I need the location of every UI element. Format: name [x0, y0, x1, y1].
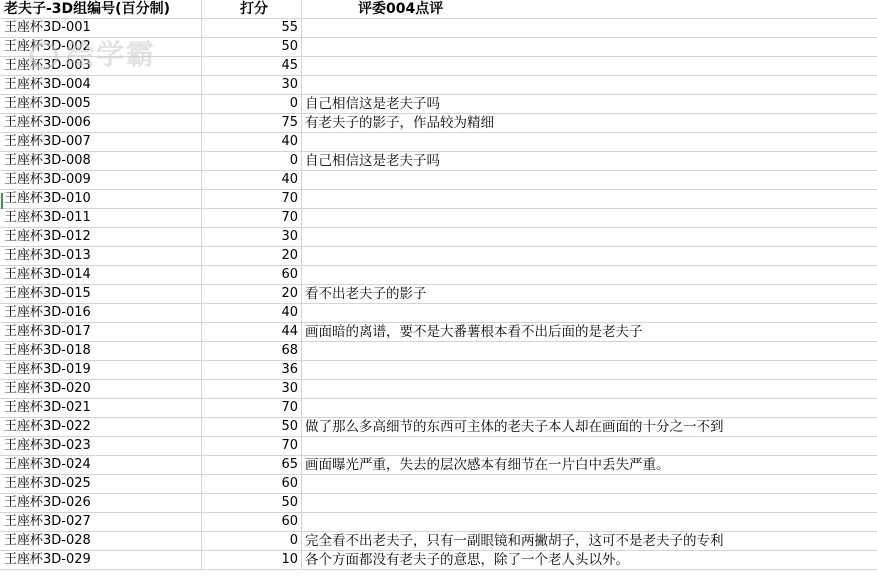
cell-comment[interactable]: 有老夫子的影子，作品较为精细 — [305, 115, 494, 131]
cell-comment[interactable] — [302, 475, 877, 493]
table-row — [0, 247, 877, 266]
cell-entry-id[interactable]: 王座杯3D-025 — [0, 475, 202, 493]
cell-entry-id[interactable]: 王座杯3D-009 — [0, 171, 202, 189]
table-row — [0, 133, 877, 152]
cell-score[interactable]: 55 — [202, 19, 302, 37]
cell-score[interactable]: 40 — [202, 133, 302, 151]
cell-score[interactable]: 60 — [202, 266, 302, 284]
cell-comment[interactable] — [302, 342, 877, 360]
table-row — [0, 418, 877, 437]
table-row — [0, 171, 877, 190]
cell-comment[interactable]: 完全看不出老夫子，只有一副眼镜和两撇胡子，这可不是老夫子的专利 — [305, 533, 724, 549]
cell-entry-id[interactable]: 王座杯3D-014 — [0, 266, 202, 284]
cell-entry-id[interactable]: 王座杯3D-015 — [0, 285, 202, 303]
cell-comment[interactable] — [302, 513, 877, 531]
table-row — [0, 285, 877, 304]
cell-comment[interactable] — [302, 399, 877, 417]
header-cell-score[interactable]: 打分 — [202, 0, 302, 18]
header-row — [0, 0, 877, 19]
table-row — [0, 399, 877, 418]
table-row — [0, 95, 877, 114]
table-row — [0, 152, 877, 171]
cell-score[interactable]: 40 — [202, 171, 302, 189]
cell-entry-id[interactable]: 王座杯3D-024 — [0, 456, 202, 474]
table-row — [0, 532, 877, 551]
cell-comment[interactable] — [302, 133, 877, 151]
cell-comment[interactable] — [302, 57, 877, 75]
cell-comment[interactable]: 自己相信这是老夫子吗 — [305, 153, 440, 169]
cell-comment[interactable] — [302, 247, 877, 265]
table-row — [0, 342, 877, 361]
cell-entry-id[interactable]: 王座杯3D-007 — [0, 133, 202, 151]
cell-score[interactable]: 30 — [202, 76, 302, 94]
table-row — [0, 19, 877, 38]
cell-score[interactable]: 30 — [202, 380, 302, 398]
cell-score[interactable]: 0 — [202, 95, 302, 113]
cell-comment[interactable] — [302, 380, 877, 398]
cell-score[interactable]: 50 — [202, 494, 302, 512]
cell-score[interactable]: 60 — [202, 513, 302, 531]
table-row — [0, 437, 877, 456]
cell-entry-id[interactable]: 王座杯3D-012 — [0, 228, 202, 246]
cell-score[interactable]: 68 — [202, 342, 302, 360]
cell-entry-id[interactable]: 王座杯3D-004 — [0, 76, 202, 94]
table-row — [0, 494, 877, 513]
cell-entry-id[interactable]: 王座杯3D-023 — [0, 437, 202, 455]
table-row — [0, 190, 877, 209]
cell-score[interactable]: 36 — [202, 361, 302, 379]
cell-score[interactable]: 75 — [202, 114, 302, 132]
table-row — [0, 551, 877, 570]
table-row — [0, 38, 877, 57]
cell-entry-id[interactable]: 王座杯3D-010 — [0, 190, 202, 208]
cell-comment[interactable] — [302, 76, 877, 94]
cell-score[interactable]: 60 — [202, 475, 302, 493]
cell-entry-id[interactable]: 王座杯3D-013 — [0, 247, 202, 265]
cell-score[interactable]: 40 — [202, 304, 302, 322]
cell-comment[interactable] — [302, 494, 877, 512]
table-row — [0, 475, 877, 494]
cell-entry-id[interactable]: 王座杯3D-002 — [0, 38, 202, 56]
cell-score[interactable]: 44 — [202, 323, 302, 341]
cell-comment[interactable] — [302, 304, 877, 322]
cell-score[interactable]: 0 — [202, 532, 302, 550]
cell-comment[interactable] — [302, 19, 877, 37]
table-row — [0, 380, 877, 399]
cell-entry-id[interactable]: 王座杯3D-027 — [0, 513, 202, 531]
table-row — [0, 361, 877, 380]
table-row — [0, 228, 877, 247]
cell-score[interactable]: 70 — [202, 437, 302, 455]
table-row — [0, 57, 877, 76]
header-cell-id[interactable]: 老夫子-3D组编号(百分制) — [0, 0, 202, 18]
cell-score[interactable]: 70 — [202, 209, 302, 227]
cell-entry-id[interactable]: 王座杯3D-017 — [0, 323, 202, 341]
cell-score[interactable]: 45 — [202, 57, 302, 75]
cell-score[interactable]: 50 — [202, 418, 302, 436]
cell-entry-id[interactable]: 王座杯3D-006 — [0, 114, 202, 132]
cell-comment[interactable] — [302, 38, 877, 56]
cell-comment[interactable] — [302, 228, 877, 246]
cell-entry-id[interactable]: 王座杯3D-005 — [0, 95, 202, 113]
cell-score[interactable]: 65 — [202, 456, 302, 474]
cell-entry-id[interactable]: 王座杯3D-028 — [0, 532, 202, 550]
cell-cursor-indicator — [1, 193, 3, 209]
table-row — [0, 456, 877, 475]
cell-entry-id[interactable]: 王座杯3D-021 — [0, 399, 202, 417]
cell-entry-id[interactable]: 王座杯3D-019 — [0, 361, 202, 379]
table-row — [0, 513, 877, 532]
cell-comment[interactable] — [302, 266, 877, 284]
cell-score[interactable]: 50 — [202, 38, 302, 56]
cell-comment[interactable]: 画面曝光严重，失去的层次感本有细节在一片白中丢失严重。 — [305, 457, 670, 473]
cell-comment[interactable] — [302, 437, 877, 455]
cell-comment[interactable]: 自己相信这是老夫子吗 — [305, 96, 440, 112]
table-row — [0, 323, 877, 342]
table-row — [0, 304, 877, 323]
cell-comment[interactable] — [302, 209, 877, 227]
cell-score[interactable]: 20 — [202, 247, 302, 265]
cell-score[interactable]: 20 — [202, 285, 302, 303]
cell-score[interactable]: 70 — [202, 399, 302, 417]
cell-entry-id[interactable]: 王座杯3D-008 — [0, 152, 202, 170]
cell-comment[interactable]: 看不出老夫子的影子 — [305, 286, 427, 302]
cell-comment[interactable] — [302, 361, 877, 379]
table-row — [0, 266, 877, 285]
cell-entry-id[interactable]: 王座杯3D-018 — [0, 342, 202, 360]
cell-comment[interactable]: 做了那么多高细节的东西可主体的老夫子本人却在画面的十分之一不到 — [305, 419, 724, 435]
header-cell-comment[interactable]: 评委004点评 — [358, 1, 444, 17]
cell-entry-id[interactable]: 王座杯3D-011 — [0, 209, 202, 227]
cell-entry-id[interactable]: 王座杯3D-001 — [0, 19, 202, 37]
cell-entry-id[interactable]: 王座杯3D-022 — [0, 418, 202, 436]
cell-score[interactable]: 10 — [202, 551, 302, 569]
cell-entry-id[interactable]: 王座杯3D-026 — [0, 494, 202, 512]
cell-entry-id[interactable]: 王座杯3D-020 — [0, 380, 202, 398]
cell-score[interactable]: 30 — [202, 228, 302, 246]
watermark-text: 绘学霸 — [66, 38, 157, 71]
table-row — [0, 76, 877, 95]
table-row — [0, 114, 877, 133]
table-row — [0, 209, 877, 228]
cell-comment[interactable] — [302, 190, 877, 208]
cell-comment[interactable] — [302, 171, 877, 189]
cell-score[interactable]: 0 — [202, 152, 302, 170]
cell-score[interactable]: 70 — [202, 190, 302, 208]
cell-comment[interactable]: 各个方面都没有老夫子的意思，除了一个老人头以外。 — [305, 552, 629, 568]
cell-entry-id[interactable]: 王座杯3D-016 — [0, 304, 202, 322]
cell-comment[interactable]: 画面暗的离谱，要不是大番薯根本看不出后面的是老夫子 — [305, 324, 643, 340]
cell-entry-id[interactable]: 王座杯3D-029 — [0, 551, 202, 569]
cell-entry-id[interactable]: 王座杯3D-003 — [0, 57, 202, 75]
